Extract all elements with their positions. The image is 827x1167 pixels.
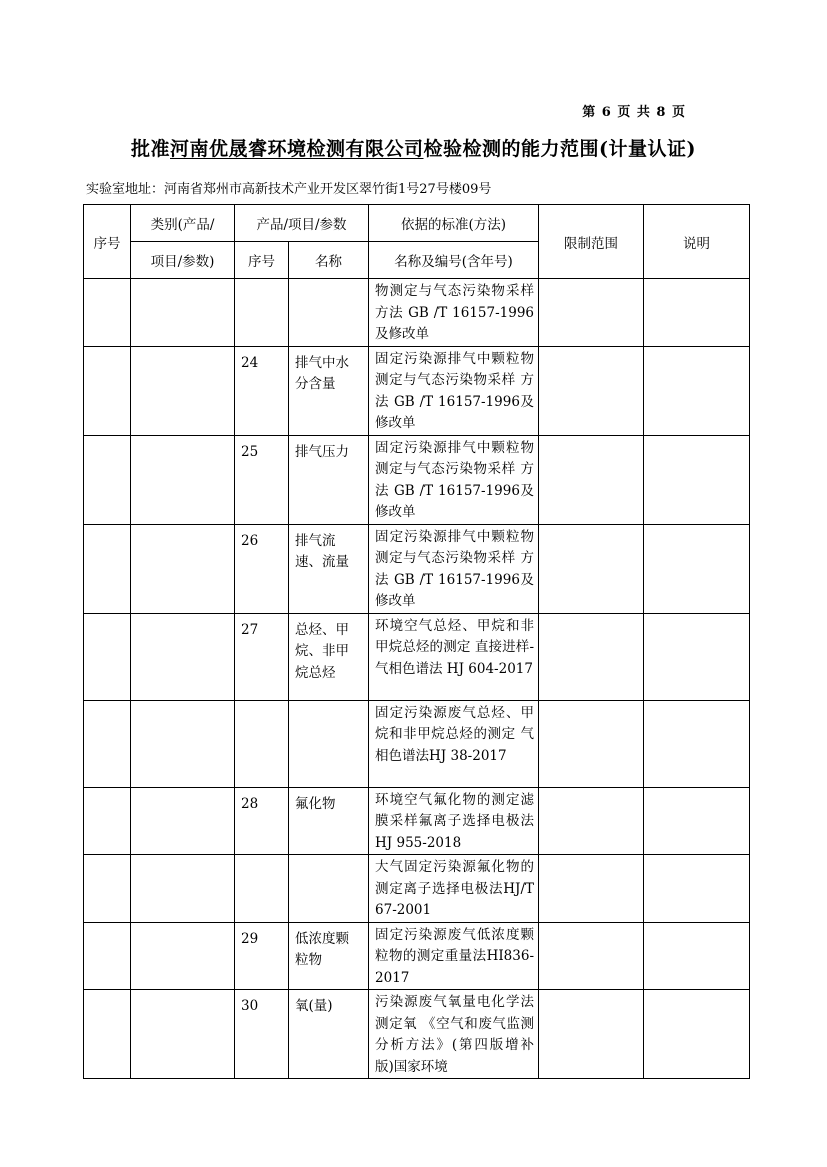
page-number: 第 6 页 共 8 页 xyxy=(582,105,686,120)
header-sub-name: 名称 xyxy=(289,242,369,279)
item-no: 24 xyxy=(241,354,259,371)
item-no: 28 xyxy=(241,795,259,812)
capability-table xyxy=(83,204,750,1079)
item-name: 低浓度颗粒物 xyxy=(295,930,349,968)
item-standard: 物测定与气态污染物采样 方法 GB /T 16157-1996及修改单 xyxy=(375,283,535,342)
table-row xyxy=(84,700,750,787)
item-name xyxy=(289,855,368,861)
item-standard: 固定污染源排气中颗粒物测定与气态污染物采样 方法 GB /T 16157-1996及修改单 xyxy=(375,528,535,609)
header-sub-seq: 序号 xyxy=(235,242,289,279)
table-row xyxy=(84,524,750,613)
item-name xyxy=(289,279,368,285)
item-no: 26 xyxy=(241,532,259,549)
header-product-group: 产品/项目/参数 xyxy=(235,205,369,242)
item-name: 排气中水分含量 xyxy=(295,354,349,392)
table-row xyxy=(84,435,750,524)
header-category-line2: 项目/参数) xyxy=(131,242,235,279)
item-name: 排气压力 xyxy=(295,443,349,460)
item-name: 总烃、甲烷、非甲烷总烃 xyxy=(295,621,349,681)
title-organization: 河南优晟睿环境检测有限公司 xyxy=(170,138,424,160)
item-standard: 环境空气总烃、甲烷和非甲烷总烃的测定 直接进样-气相色谱法 HJ 604-2017 xyxy=(375,617,535,677)
header-standard-line1: 依据的标准(方法) xyxy=(369,205,539,242)
table-row xyxy=(84,346,750,435)
table-row xyxy=(84,787,750,855)
item-no: 25 xyxy=(241,443,259,460)
table-row xyxy=(84,613,750,700)
table-row xyxy=(84,990,750,1079)
item-no: 30 xyxy=(241,998,259,1014)
item-name xyxy=(289,701,368,707)
item-standard: 固定污染源排气中颗粒物测定与气态污染物采样 方法 GB /T 16157-1996及修改单 xyxy=(375,350,535,431)
table-row xyxy=(84,922,750,990)
item-no xyxy=(235,855,288,861)
item-no: 27 xyxy=(241,621,259,638)
item-standard: 固定污染源废气总烃、甲烷和非甲烷总烃的测定 气相色谱法HJ 38-2017 xyxy=(375,704,535,764)
table-row xyxy=(84,279,750,347)
item-name: 排气流速、流量 xyxy=(295,532,349,570)
item-name: 氧(量) xyxy=(295,998,333,1014)
item-no xyxy=(235,701,288,707)
document-title xyxy=(0,134,827,161)
header-limit: 限制范围 xyxy=(539,205,644,279)
title-prefix: 批准 xyxy=(130,138,170,160)
header-category-line1: 类别(产品/ xyxy=(131,205,235,242)
header-note: 说明 xyxy=(644,205,750,279)
item-standard: 固定污染源废气低浓度颗粒物的测定重量法HI836-2017 xyxy=(375,926,535,986)
header-standard-line2: 名称及编号(含年号) xyxy=(369,242,539,279)
item-no: 29 xyxy=(241,930,259,947)
header-seq: 序号 xyxy=(84,205,131,279)
item-standard: 环境空气氟化物的测定滤膜采样氟离子选择电极法HJ 955-2018 xyxy=(375,791,535,851)
item-standard: 固定污染源排气中颗粒物测定与气态污染物采样 方法 GB /T 16157-1996及修改单 xyxy=(375,439,535,520)
item-standard: 大气固定污染源氟化物的测定离子选择电极法HJ/T 67-2001 xyxy=(375,859,535,918)
item-name: 氟化物 xyxy=(295,795,336,812)
table-row xyxy=(84,855,750,923)
lab-address: 实验室地址：河南省郑州市高新技术产业开发区翠竹街1号27号楼09号 xyxy=(86,182,492,197)
item-standard: 污染源废气氧量电化学法测定氧 《空气和废气监测分析方法》(第四版增补版)国家环境 xyxy=(375,994,535,1075)
title-suffix: 检验检测的能力范围(计量认证) xyxy=(423,138,696,160)
item-no xyxy=(235,279,288,285)
